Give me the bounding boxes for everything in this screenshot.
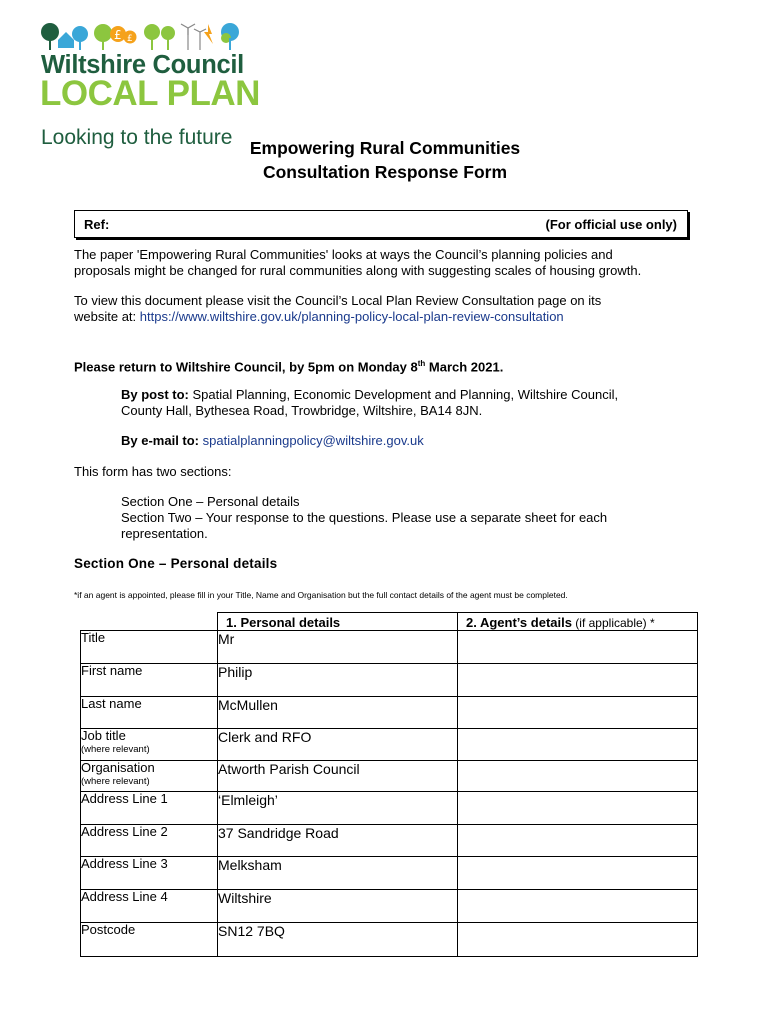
- logo-text-local-plan: LOCAL PLAN: [40, 74, 260, 113]
- job-title-label: Job title: [81, 728, 126, 743]
- organisation-value[interactable]: Atworth Parish Council: [218, 761, 458, 792]
- return-text-end: March 2021.: [425, 359, 504, 375]
- agent-details-note: (if applicable) *: [571, 616, 655, 630]
- post-paragraph: [121, 387, 721, 419]
- table-row: [81, 761, 698, 792]
- official-use-label: (For official use only): [545, 217, 677, 232]
- table-row: [81, 890, 698, 923]
- table-row: [81, 857, 698, 890]
- view-paragraph: [74, 293, 714, 325]
- section-two-item-line1: Section Two – Your response to the questions. Please use a separate sheet for each: [121, 510, 608, 525]
- logo-trees-icon: [40, 20, 250, 54]
- ref-box: [74, 210, 688, 238]
- job-title-value[interactable]: Clerk and RFO: [218, 729, 458, 761]
- agent-postcode-value[interactable]: [458, 923, 698, 957]
- intro-paragraph: [74, 247, 714, 279]
- table-row: [81, 664, 698, 697]
- table-row: [81, 792, 698, 825]
- wiltshire-local-plan-logo: [40, 20, 260, 149]
- row-label-first-name: First name: [81, 664, 218, 697]
- title-value[interactable]: Mr: [218, 631, 458, 664]
- post-line2: County Hall, Bythesea Road, Trowbridge, Wiltshire, BA14 8JN.: [121, 403, 483, 418]
- intro-line2: proposals might be changed for rural communities along with suggesting scales of housing growth.: [74, 263, 642, 278]
- section-one-item: Section One – Personal details: [121, 494, 300, 509]
- last-name-value[interactable]: McMullen: [218, 697, 458, 729]
- table-row: [81, 697, 698, 729]
- post-line1: Spatial Planning, Economic Development and Planning, Wiltshire Council,: [188, 387, 619, 402]
- consultation-link[interactable]: https://www.wiltshire.gov.uk/planning-policy-local-plan-review-consultation: [139, 309, 564, 324]
- form-title-line1: Empowering Rural Communities: [249, 138, 521, 158]
- email-link[interactable]: spatialplanningpolicy@wiltshire.gov.uk: [202, 433, 424, 448]
- sections-intro: This form has two sections:: [74, 464, 232, 479]
- header-agent-details: [458, 613, 698, 631]
- job-title-relevant: (where relevant): [81, 744, 150, 755]
- return-deadline: [74, 356, 714, 375]
- agent-note: *if an agent is appointed, please fill in your Title, Name and Organisation but the full contact details of the agent must be completed.: [74, 590, 568, 600]
- ref-label: Ref:: [84, 217, 110, 232]
- header-personal-details: 1. Personal details: [218, 613, 458, 631]
- agent-address-line1-value[interactable]: [458, 792, 698, 825]
- agent-address-line4-value[interactable]: [458, 890, 698, 923]
- agent-address-line3-value[interactable]: [458, 857, 698, 890]
- section-two-item-line2: representation.: [121, 526, 208, 541]
- agent-job-title-value[interactable]: [458, 729, 698, 761]
- agent-details-label: 2. Agent’s details: [466, 615, 572, 630]
- agent-address-line2-value[interactable]: [458, 825, 698, 857]
- agent-last-name-value[interactable]: [458, 697, 698, 729]
- agent-first-name-value[interactable]: [458, 664, 698, 697]
- organisation-relevant: (where relevant): [81, 776, 150, 787]
- sections-list: [121, 494, 721, 542]
- table-row: [81, 729, 698, 761]
- address-line3-value[interactable]: Melksham: [218, 857, 458, 890]
- form-title-line2: Consultation Response Form: [262, 162, 508, 182]
- return-sup: th: [417, 359, 426, 368]
- row-label-address-2: Address Line 2: [81, 825, 218, 857]
- address-line4-value[interactable]: Wiltshire: [218, 890, 458, 923]
- row-label-address-1: Address Line 1: [81, 792, 218, 825]
- email-label: By e-mail to:: [121, 433, 200, 448]
- return-text: Please return to Wiltshire Council, by 5pm on Monday 8: [74, 359, 418, 375]
- logo-text-council: Wiltshire Council: [41, 51, 244, 79]
- organisation-label: Organisation: [81, 760, 155, 775]
- svg-text:£: £: [127, 34, 133, 44]
- row-label-address-3: Address Line 3: [81, 857, 218, 890]
- logo-tagline: Looking to the future: [41, 126, 233, 149]
- row-label-postcode: Postcode: [81, 923, 218, 957]
- agent-title-value[interactable]: [458, 631, 698, 664]
- header-blank-cell: [81, 613, 218, 631]
- view-line1: To view this document please visit the Council’s Local Plan Review Consultation page on its: [74, 293, 602, 308]
- table-header-row: [81, 613, 698, 631]
- post-label: By post to:: [121, 387, 189, 402]
- table-row: [81, 631, 698, 664]
- table-row: [81, 923, 698, 957]
- address-line2-value[interactable]: 37 Sandridge Road: [218, 825, 458, 857]
- row-label-organisation: [81, 761, 218, 792]
- section-one-heading: Section One – Personal details: [74, 556, 278, 571]
- table-row: [81, 825, 698, 857]
- row-label-job-title: [81, 729, 218, 761]
- row-label-title: Title: [81, 631, 218, 664]
- personal-details-table: [80, 612, 698, 957]
- postcode-value[interactable]: SN12 7BQ: [218, 923, 458, 957]
- row-label-last-name: Last name: [81, 697, 218, 729]
- agent-organisation-value[interactable]: [458, 761, 698, 792]
- address-line1-value[interactable]: ‘Elmleigh’: [218, 792, 458, 825]
- svg-text:£: £: [114, 28, 122, 42]
- intro-line1: The paper 'Empowering Rural Communities' looks at ways the Council’s planning policies and: [74, 247, 613, 262]
- first-name-value[interactable]: Philip: [218, 664, 458, 697]
- view-prefix: website at:: [74, 309, 140, 324]
- email-paragraph: [121, 433, 721, 449]
- row-label-address-4: Address Line 4: [81, 890, 218, 923]
